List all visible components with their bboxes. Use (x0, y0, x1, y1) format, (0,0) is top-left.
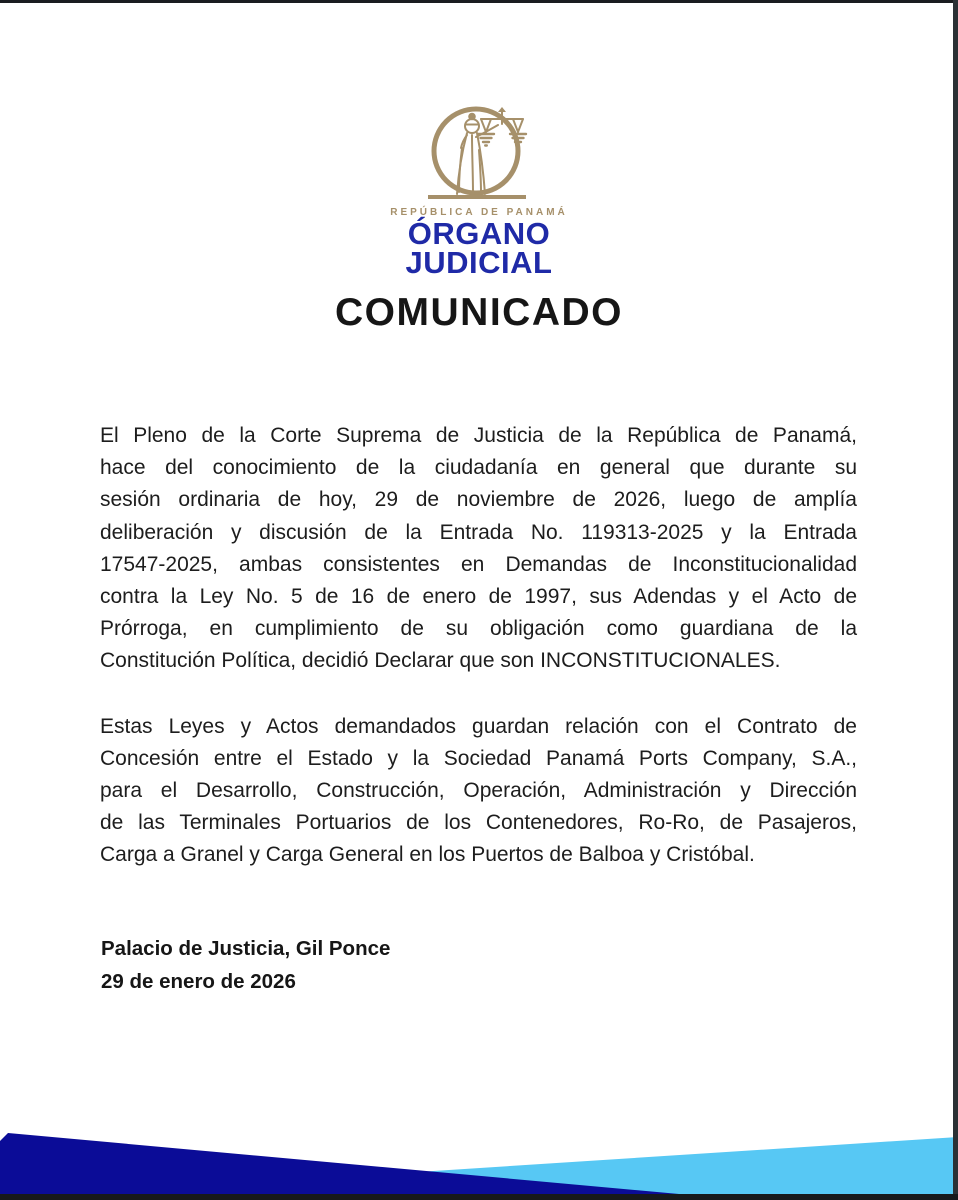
body-line: Concesión entre el Estado y la Sociedad Panamá Ports Company, S.A., (100, 746, 857, 770)
document-title: COMUNICADO (335, 291, 623, 334)
body-line: Carga a Granel y Carga General en los Puertos de Balboa y Cristóbal. (100, 843, 755, 867)
body-line: contra la Ley No. 5 de 16 de enero de 1997, sus Adendas y el Acto de (100, 585, 857, 609)
signature-date: 29 de enero de 2026 (101, 970, 296, 993)
lady-justice-scales-icon (418, 104, 540, 204)
document-body (100, 420, 857, 872)
org-name-line2: JUDICIAL (405, 245, 553, 280)
footer-wave-decoration (0, 1120, 958, 1200)
body-line: El Pleno de la Corte Suprema de Justicia de la República de Panamá, (100, 424, 857, 447)
scan-border-bottom (0, 1194, 958, 1200)
body-line: Constitución Política, decidió Declarar que son INCONSTITUCIONALES. (100, 649, 781, 673)
body-line: sesión ordinaria de hoy, 29 de noviembre de 2026, luego de amplía (100, 488, 857, 512)
body-line: Estas Leyes y Actos demandados guardan relación con el Contrato de (100, 714, 857, 738)
body-line: deliberación y discusión de la Entrada No. 119313-2025 y la Entrada (100, 520, 857, 544)
body-line: Prórroga, en cumplimiento de su obligación como guardiana de la (100, 617, 857, 641)
org-name-line1: ÓRGANO (407, 216, 551, 251)
organo-judicial-logo (0, 104, 958, 280)
scan-border-top (0, 0, 958, 3)
body-line: 17547-2025, ambas consistentes en Demandas de Inconstitucionalidad (100, 552, 857, 576)
body-line: de las Terminales Portuarios de los Contenedores, Ro-Ro, de Pasajeros, (100, 811, 857, 835)
signature-block (101, 932, 390, 998)
body-line: hace del conocimiento de la ciudadanía en general que durante su (100, 456, 857, 480)
body-line: para el Desarrollo, Construcción, Operación, Administración y Dirección (100, 779, 857, 803)
paragraph-1 (100, 420, 857, 678)
scan-border-right (953, 0, 958, 1200)
paragraph-2 (100, 711, 857, 872)
country-label: REPÚBLICA DE PANAMÁ (390, 207, 568, 218)
signature-place: Palacio de Justicia, Gil Ponce (101, 937, 391, 960)
